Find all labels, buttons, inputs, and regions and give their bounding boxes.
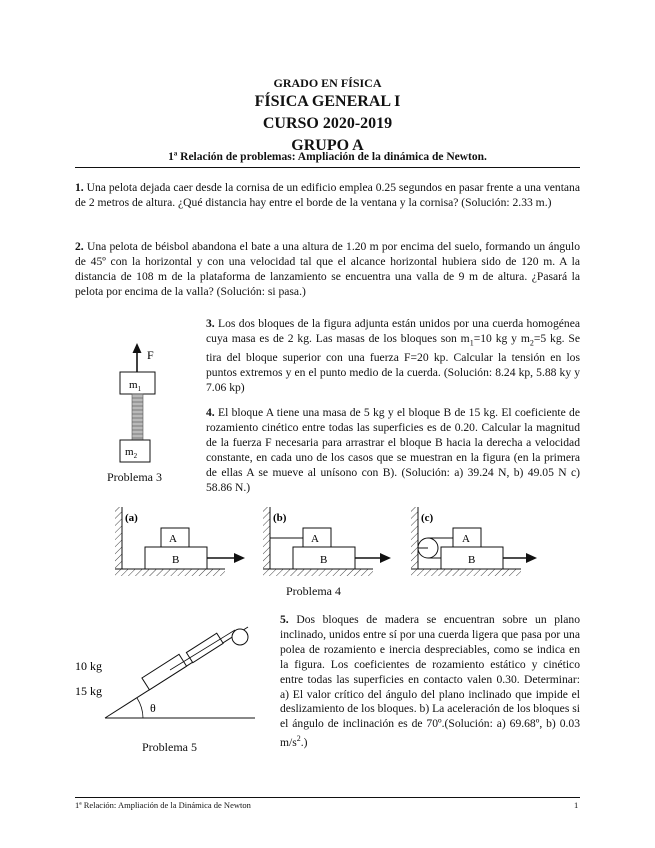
- problem-5-text-a: Dos bloques de madera se encuentran sobre un plano inclinado, unidos entre sí por una cuerda ligera que pasa por una polea de rozamiento e inercia despreciables, como se indica en la figura. Los coeficientes de rozamiento estático y cinético entre todas las superficies en contacto valen 0.30. Determinar: a) El valor crítico del ángulo del plano inclinado que impide el deslizamiento de los bloques. b) La aceleración de los bloques si el ángulo de inclinación es de 70º.(Solución: a) 69.68º, b) 0.03 m/s: [280, 613, 581, 750]
- problem-3-text-a: Los dos bloques de la figura adjunta están unidos por una cuerda homogénea cuya masa es de 2 kg. Las masas de los bloques son m: [206, 317, 580, 345]
- header-subtitle: 1ª Relación de problemas: Ampliación de la dinámica de Newton.: [168, 151, 487, 163]
- floor-a: [115, 569, 225, 576]
- arrow-b: [380, 553, 391, 563]
- block-a-c-label: A: [462, 533, 470, 545]
- wall-b: [263, 507, 270, 569]
- problem-1: [75, 181, 580, 211]
- problem-1-number: 1.: [75, 181, 84, 194]
- figure-problem-3: [100, 340, 200, 470]
- block-b-a-label: B: [172, 554, 180, 566]
- arrow-c: [526, 553, 537, 563]
- label-b: (b): [273, 512, 287, 524]
- caption-problem-5: Problema 5: [142, 740, 197, 754]
- problem-2: [75, 240, 580, 300]
- block-15kg: [142, 654, 187, 689]
- problem-2-text: Una pelota de béisbol abandona el bate a una altura de 1.20 m por encima del suelo, formando un ángulo de 45º con la horizontal y con una velocidad tal que el alcance horizontal hubiera sido de 120 m. A la distancia de 108 m de la plataforma de lanzamiento se encuentra una valla de 9 m de altura. ¿Pasará la pelota por encima de la valla? (Solución: si pasa.): [75, 240, 580, 298]
- figure-4a: [115, 507, 245, 576]
- problem-4-number: 4.: [206, 406, 215, 419]
- label-a: (a): [125, 512, 138, 524]
- problem-2-number: 2.: [75, 240, 84, 253]
- mass-10kg-label: 10 kg: [75, 659, 102, 673]
- caption-problem-3: Problema 3: [107, 470, 162, 484]
- block-a-b-label: A: [311, 533, 319, 545]
- problem-3-sub1: 1: [469, 338, 474, 348]
- angle-label: θ: [150, 701, 156, 715]
- block-m2-label: $m_2$: [125, 446, 138, 460]
- block-10kg: [186, 633, 223, 662]
- problem-5-text-b: .): [300, 736, 308, 750]
- header-course: FÍSICA GENERAL I: [254, 93, 401, 110]
- force-label: F: [147, 348, 154, 362]
- caption-problem-4: Problema 4: [286, 584, 341, 598]
- force-arrow-head: [133, 343, 142, 353]
- problem-1-text: Una pelota dejada caer desde la cornisa de un edificio emplea 0.25 segundos en pasar frente a una ventana de 2 metros de altura. ¿Qué distancia hay entre el borde de la ventana y la cornisa? (Solución: 2.33 m.): [75, 181, 581, 209]
- floor-c: [411, 569, 521, 576]
- header-year: CURSO 2020-2019: [262, 115, 393, 132]
- mass-15kg-label: 15 kg: [75, 684, 102, 698]
- figure-problem-4: [105, 507, 545, 582]
- block-m1-label: $m_1$: [129, 379, 142, 393]
- footer-page-number: 1: [574, 800, 579, 810]
- label-c: (c): [421, 512, 434, 524]
- problem-5: [280, 613, 580, 751]
- wall-c: [411, 507, 418, 569]
- rope: [132, 394, 143, 440]
- pulley-5: [232, 629, 248, 645]
- problem-5-number: 5.: [280, 613, 289, 626]
- angle-arc: [137, 698, 143, 718]
- rope-5: [170, 630, 235, 670]
- block-b-b-label: B: [320, 554, 328, 566]
- footer-rule: [75, 797, 580, 798]
- header-rule: [75, 167, 580, 168]
- problem-5-sup: 2: [296, 734, 301, 744]
- arrow-a: [234, 553, 245, 563]
- block-b-c-label: B: [468, 554, 476, 566]
- figure-4c: [411, 507, 537, 576]
- block-a-a-label: A: [169, 533, 177, 545]
- problem-4: [206, 406, 580, 495]
- floor-b: [263, 569, 373, 576]
- figure-4b: [263, 507, 391, 576]
- wall-a: [115, 507, 122, 569]
- footer-title: 1ª Relación: Ampliación de la Dinámica de Newton: [75, 800, 251, 810]
- figure-problem-5: [70, 615, 270, 725]
- problem-3-number: 3.: [206, 317, 215, 330]
- header-degree: GRADO EN FÍSICA: [273, 76, 382, 90]
- problem-3-text-c: =5 kg. Se tira del bloque superior con una fuerza F=20 kp. Calcular la tensión en los puntos extremos y en el punto medio de la cuerda. (Solución: 8.24 kp, 5.88 ky y 7.06 kp): [206, 331, 580, 394]
- problem-3-text-b: =10 kg y m: [473, 331, 530, 345]
- header-group: GRUPO A: [291, 137, 364, 154]
- problem-3: [206, 317, 580, 396]
- problem-4-text: El bloque A tiene una masa de 5 kg y el bloque B de 15 kg. El coeficiente de rozamiento cinético entre todas las superficies es de 0.20. Calcular la magnitud de la fuerza F necesaria para arrastrar el bloque B hacia la derecha a velocidad constante, en cada uno de los casos que se muestran en la figura (en la primera de ellas A se mueve al unísono con B). (Solución: a) 39.24 N, b) 49.05 N c) 58.86 N.): [206, 406, 580, 494]
- problem-3-sub2: 2: [529, 338, 534, 348]
